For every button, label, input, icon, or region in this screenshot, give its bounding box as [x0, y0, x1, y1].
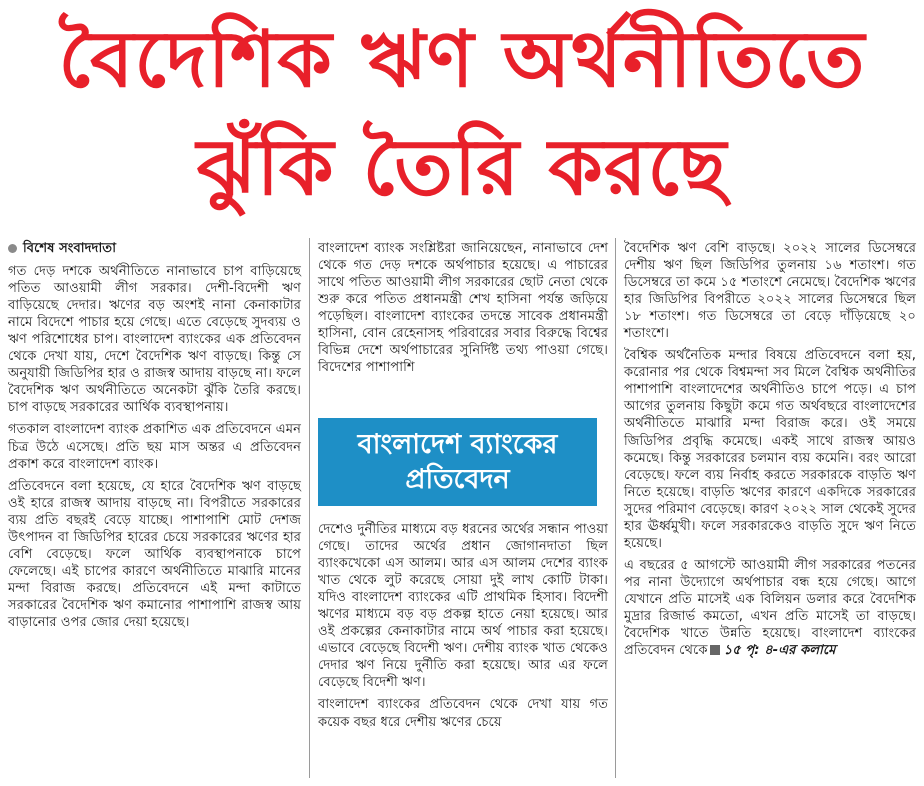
article-column-3 — [624, 240, 916, 659]
subheading-box — [318, 418, 597, 506]
column-divider — [615, 238, 616, 778]
article-column-2-bottom — [318, 521, 608, 736]
paragraph: বৈশ্বিক অর্থনৈতিক মন্দার বিষয়ে প্রতিবেদনে বলা হয়, করোনার পর থেকে বিশ্বমন্দা সব মিলে বৈশ্বিক অর্থনীতির পাশাপাশি বাংলাদেশের অর্থনীতিও চাপে পড়ে। এ চাপ আগের তুলনায় কিছুটা কমে গত অর্থবছরে বাংলাদেশের অর্থনীতিতে মাঝারি মন্দা বিরাজ করে। ওই সময়ে জিডিপির প্রবৃদ্ধি কমেছে। একই সাথে রাজস্ব আয়ও কমেছে। কিন্তু সরকারের চলমান ব্যয় কমেনি। বরং আরো বেড়েছে। ফলে ব্যয় নির্বাহ করতে সরকারকে বাড়তি ঋণ নিতে হয়েছে। বাড়তি ঋণের কারণে একদিকে সরকারের সুদের পরিমাণ বেড়েছে। কারণ ২০২২ সাল থেকেই সুদের হার ঊর্ধ্বমুখী। ফলে সরকারকেও বাড়তি সুদে ঋণ নিতে হয়েছে। — [624, 348, 916, 551]
paragraph-text: এ বছরের ৫ আগস্টে আওয়ামী লীগ সরকারের পতনের পর নানা উদ্যোগে অর্থপাচার বন্ধ হয়ে গেছে। আগে যেখানে প্রতি মাসেই এক বিলিয়ন ডলার করে বৈদেশিক মুদ্রার রিজার্ভ কমতো, এখন প্রতি মাসেই তা বাড়ছে। বৈদেশিক খাতে উন্নতি হয়েছে। বাংলাদেশ ব্যাংকের প্রতিবেদন থেকে — [624, 557, 916, 659]
headline-line-2: ঝুঁকি তৈরি করছে — [196, 123, 728, 213]
paragraph: বৈদেশিক ঋণ বেশি বাড়ছে। ২০২২ সালের ডিসেম্বরে দেশীয় ঋণ ছিল জিডিপির তুলনায় ১৬ শতাংশ। গত ডিসেম্বরে তা কমে ১৫ শতাংশে নেমেছে। বৈদেশিক ঋণের হার জিডিপির বিপরীতে ২০২২ সালের ডিসেম্বরে ছিল ১৮ শতাংশ। গত ডিসেম্বরে তা বেড়ে দাঁড়িয়েছে ২০ শতাংশে। — [624, 241, 916, 342]
continuation-text[interactable]: ১৫ পৃ: ৪-এর কলামে — [723, 643, 836, 659]
paragraph: প্রতিবেদনে বলা হয়েছে, যে হারে বৈদেশিক ঋণ বাড়ছে ওই হারে রাজস্ব আদায় বাড়ছে না। বিপরীতে সরকারের ব্যয় প্রতি বছরই বেড়ে যাচ্ছে। পাশাপাশি মোট দেশজ উৎপাদন বা জিডিপির হারের চেয়ে সরকারের ঋণের হার বেশি বেড়েছে। ফলে আর্থিক ব্যবস্থাপনাকে চাপে ফেলেছে। এই চাপের কারণে অর্থনীতিতে মাঝারি মানের মন্দা বিরাজ করছে। প্রতিবেদনে এই মন্দা কাটাতে সরকারের বৈদেশিক ঋণ কমানোর পাশাপাশি রাজস্ব আয় বাড়ানোর ওপর জোর দেয়া হয়েছে। — [8, 478, 301, 630]
paragraph: গতকাল বাংলাদেশ ব্যাংক প্রকাশিত এক প্রতিবেদনে এমন চিত্র উঠে এসেছে। প্রতি ছয় মাস অন্তর এ প্রতিবেদন প্রকাশ করে বাংলাদেশ ব্যাংক। — [8, 422, 301, 472]
paragraph: বাংলাদেশ ব্যাংক সংশ্লিষ্টরা জানিয়েছেন, নানাভাবে দেশ থেকে গত দেড় দশকে অর্থপাচার হয়েছে। এ পাচারের সাথে পতিত আওয়ামী লীগ সরকারের ছোট নেতা থেকে শুরু করে পতিত প্রধানমন্ত্রী শেখ হাসিনা পর্যন্ত জড়িয়ে পড়েছিল। বাংলাদেশ ব্যাংকের তদন্তে সাবেক প্রধানমন্ত্রী হাসিনা, বোন রেহেনাসহ পরিবারের সবার বিরুদ্ধে বিশ্বের বিভিন্ন দেশে অর্থপাচারের সুনির্দিষ্ট তথ্য পাওয়া গেছে। বিদেশের পাশাপাশি — [318, 241, 608, 376]
paragraph: দেশেও দুর্নীতির মাধ্যমে বড় ধরনের অর্থের সন্ধান পাওয়া গেছে। তাদের অর্থের প্রধান জোগানদাতা ছিল ব্যাংকখেকো এস আলম। আর এস আলম দেশের ব্যাংক খাত থেকে লুট করেছে সোয়া দুই লাখ কোটি টাকা। যদিও বাংলাদেশ ব্যাংকের এটি প্রাথমিক হিসাব। বিদেশী ঋণের মাধ্যমে বড় বড় প্রকল্প হাতে নেয়া হয়েছে। আর ওই প্রকল্পের কেনাকাটার নামে অর্থ পাচার করা হয়েছে। এভাবে বেড়েছে বিদেশী ঋণ। দেশীয় ব্যাংক খাত থেকেও দেদার ঋণ নিয়ে দুর্নীতি করা হয়েছে। আর এর ফলে বেড়েছে বিদেশী ঋণ। — [318, 522, 608, 691]
subheading-line-1: বাংলাদেশ ব্যাংকের — [357, 429, 558, 460]
continuation-marker-icon — [710, 645, 720, 655]
article-column-2-top — [318, 240, 608, 381]
subheading-line-2: প্রতিবেদন — [405, 464, 510, 495]
column-divider — [309, 238, 310, 778]
article-column-1 — [8, 240, 301, 636]
paragraph: বাংলাদেশ ব্যাংকের প্রতিবেদন থেকে দেখা যায় গত কয়েক বছর ধরে দেশীয় ঋণের চেয়ে — [318, 697, 608, 730]
paragraph — [624, 557, 916, 659]
paragraph: গত দেড় দশকে অর্থনীতিতে নানাভাবে চাপ বাড়িয়েছে পতিত আওয়ামী লীগ সরকার। দেশী-বিদেশী ঋণ বাড়িয়েছে দেদার। ঋণের বড় অংশই নানা কেনাকাটার নামে বিদেশে পাচার হয়ে গেছে। এতে বেড়েছে সুদব্যয় ও ঋণ পরিশোধের চাপ। বাংলাদেশ ব্যাংকের এক প্রতিবেদন থেকে দেখা যায়, দেশে বৈদেশিক ঋণ বাড়ছে। কিন্তু সে অনুযায়ী জিডিপির হার ও রাজস্ব আদায় বাড়ছে না। ফলে বৈদেশিক ঋণ অর্থনীতিতে অনেকটা ঝুঁকি তৈরি করছে। চাপ বাড়ছে সরকারের আর্থিক ব্যবস্থাপনায়। — [8, 264, 301, 416]
byline-text: বিশেষ সংবাদদাতা — [23, 241, 117, 256]
bullet-icon — [8, 244, 17, 253]
headline-line-1: বৈদেশিক ঋণ অর্থনীতিতে — [58, 15, 866, 105]
byline — [8, 240, 301, 257]
